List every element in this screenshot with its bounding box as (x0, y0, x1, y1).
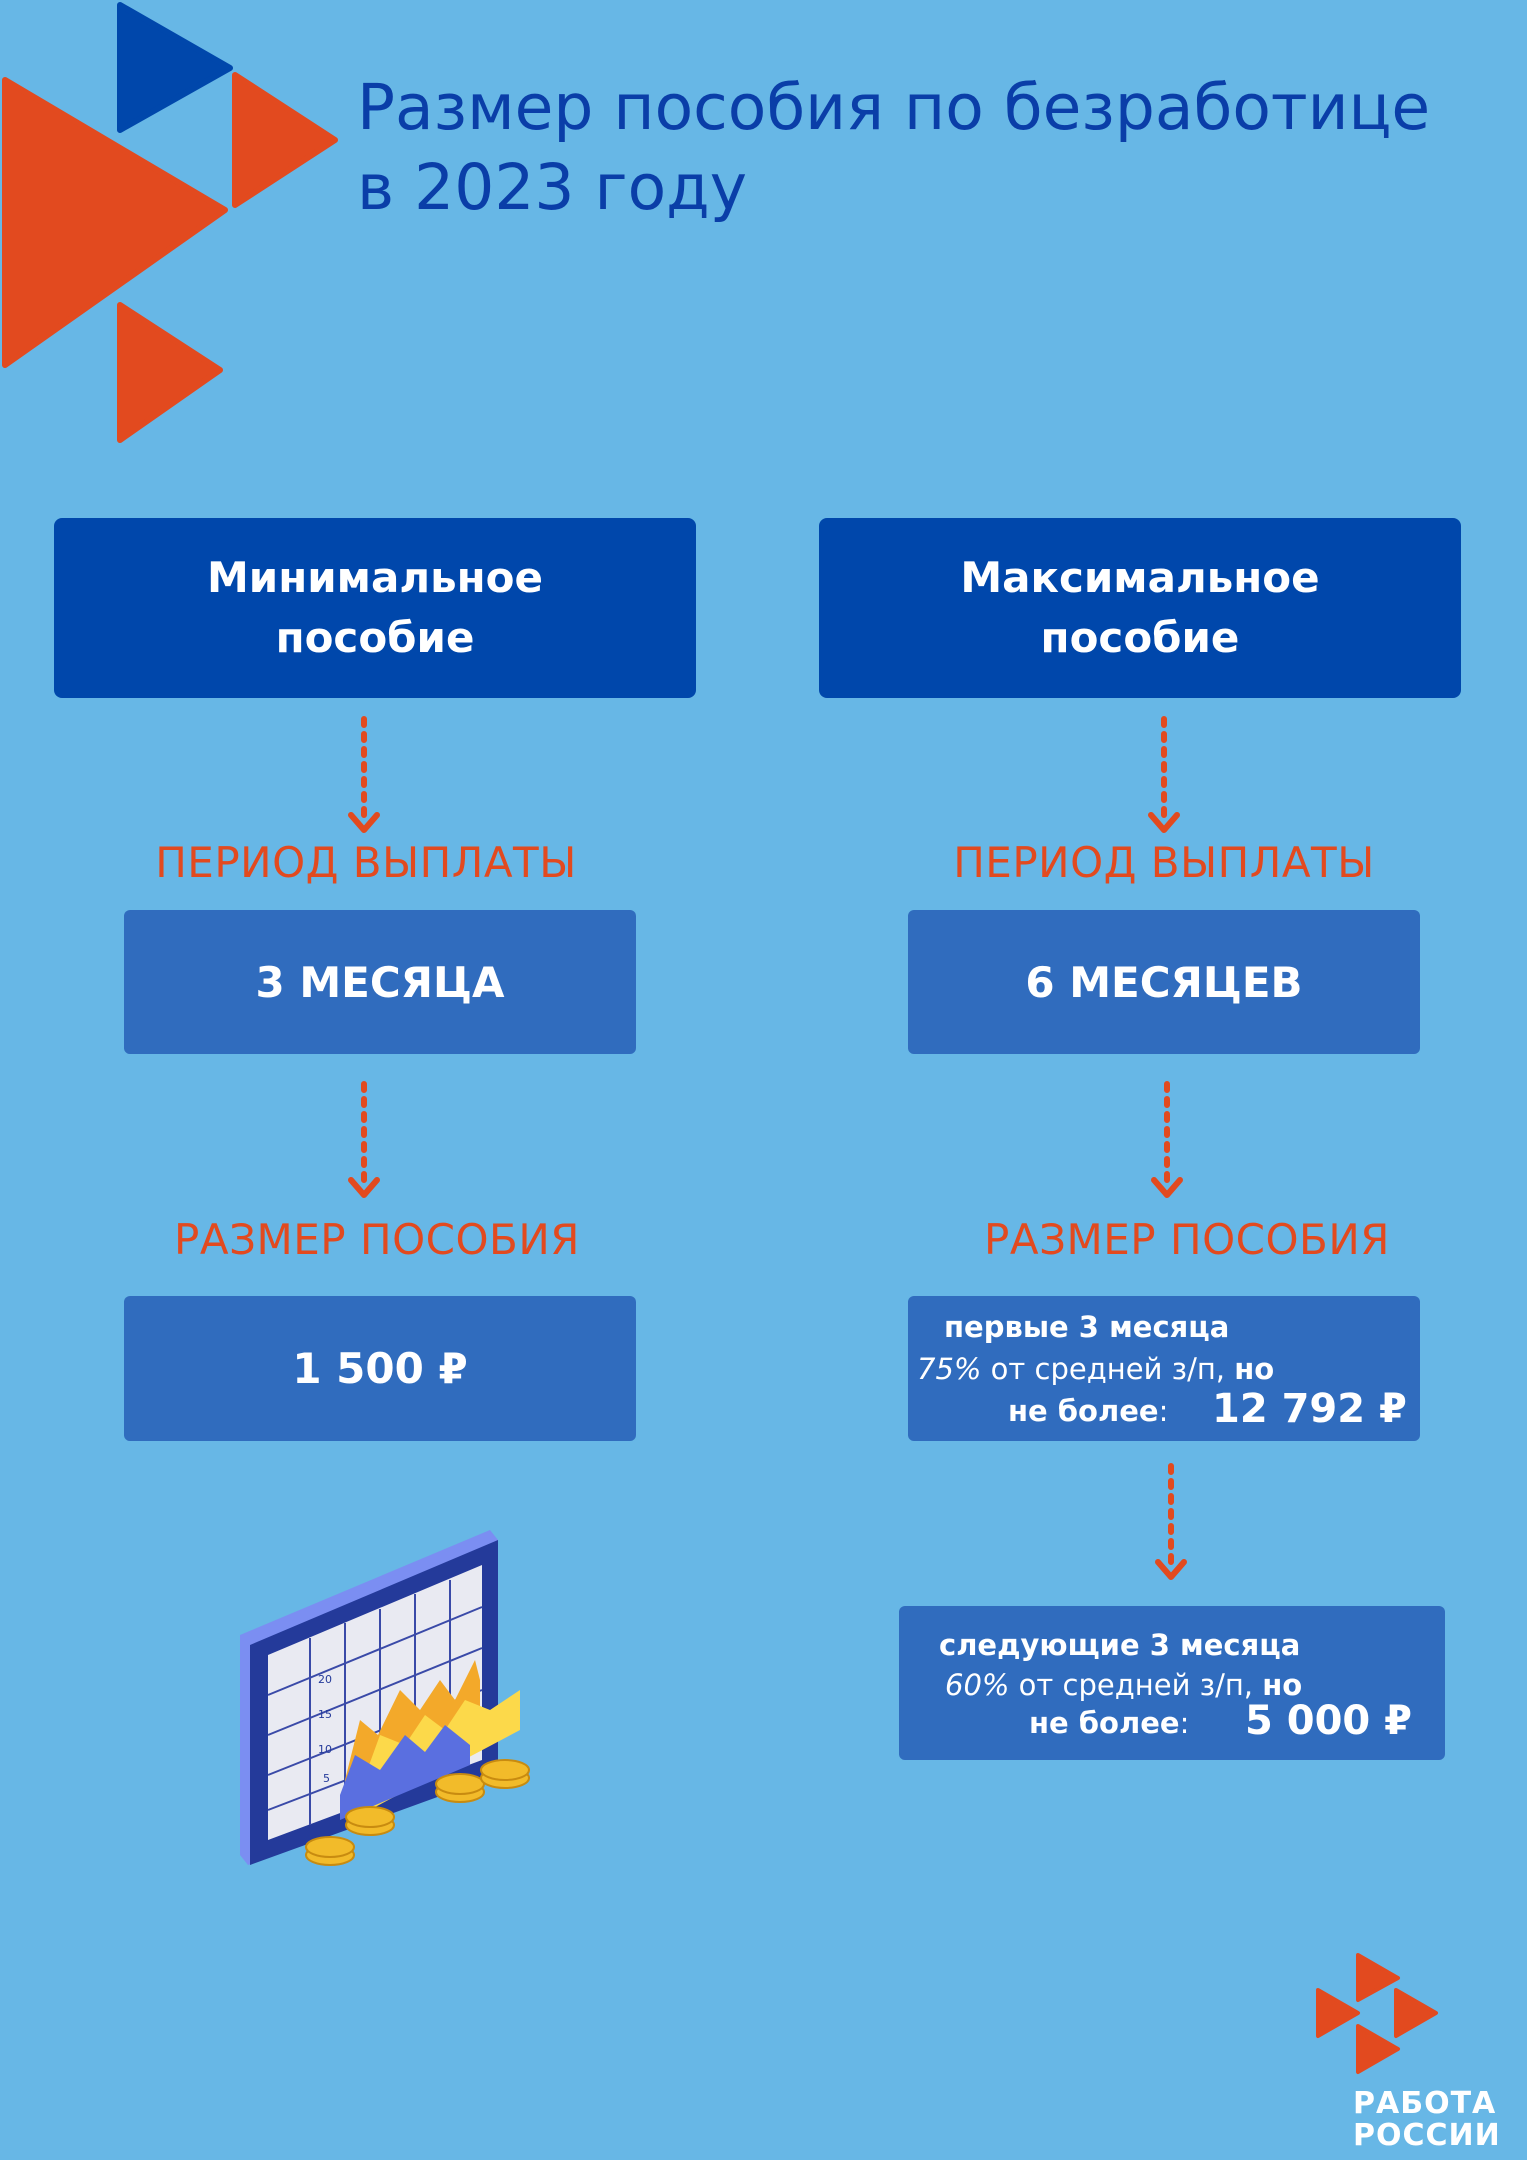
min-amount-value (124, 1296, 636, 1441)
dotted-arrow-down-icon (1145, 715, 1183, 840)
title-line-1: Размер пособия по безработице (357, 71, 1431, 144)
first-period-heading: первые 3 месяца (944, 1310, 1230, 1344)
min-period-value (124, 910, 636, 1054)
max-benefit-title-2: пособие (1040, 613, 1240, 662)
dotted-arrow-down-icon (345, 715, 383, 840)
first-period-but: но (1234, 1352, 1275, 1386)
logo-triangles-icon (0, 0, 345, 450)
dotted-arrow-down-icon (1148, 1080, 1186, 1205)
max-period-value (908, 910, 1420, 1054)
brand-line-2: РОССИИ (1353, 2118, 1501, 2153)
brand-logo-icon (1310, 1950, 1440, 2080)
brand-name (1353, 2088, 1501, 2152)
min-benefit-header (54, 518, 696, 698)
first-period-limit-label (1008, 1394, 1168, 1428)
axis-tick-5: 5 (323, 1772, 330, 1785)
min-period-text: 3 МЕСЯЦА (255, 957, 505, 1007)
min-amount-label: РАЗМЕР ПОСОБИЯ (174, 1215, 580, 1264)
max-first-period-card (908, 1296, 1420, 1441)
monitor-chart-coins-icon (230, 1520, 550, 1870)
dotted-arrow-down-icon (345, 1080, 383, 1205)
max-period-text: 6 МЕСЯЦЕВ (1025, 957, 1303, 1007)
first-period-rate (917, 1352, 1274, 1386)
page-title (357, 68, 1507, 228)
first-period-percent: 75% (917, 1352, 982, 1386)
max-amount-label: РАЗМЕР ПОСОБИЯ (984, 1215, 1390, 1264)
axis-tick-10: 10 (318, 1743, 332, 1756)
max-next-period-card (899, 1606, 1445, 1760)
next-period-percent: 60% (945, 1668, 1010, 1702)
max-benefit-title-1: Максимальное (960, 553, 1320, 602)
min-benefit-title-1: Минимальное (206, 553, 544, 602)
max-benefit-header (819, 518, 1461, 698)
next-period-text: от средней з/п, (1009, 1668, 1263, 1702)
next-period-limit-label (1029, 1706, 1189, 1740)
first-period-limit-value: 12 792 ₽ (1212, 1386, 1407, 1432)
first-limit-colon: : (1158, 1394, 1169, 1428)
min-period-label: ПЕРИОД ВЫПЛАТЫ (155, 838, 577, 887)
first-limit-text: не более (1008, 1394, 1159, 1428)
first-period-text: от средней з/п, (981, 1352, 1235, 1386)
next-period-but: но (1262, 1668, 1303, 1702)
next-period-heading: следующие 3 месяца (939, 1628, 1301, 1662)
axis-tick-20: 20 (318, 1673, 332, 1686)
next-limit-text: не более (1029, 1706, 1180, 1740)
max-period-label: ПЕРИОД ВЫПЛАТЫ (953, 838, 1375, 887)
brand-line-1: РАБОТА (1353, 2086, 1497, 2121)
min-benefit-title-2: пособие (275, 613, 475, 662)
title-line-2: в 2023 году (357, 151, 747, 224)
next-period-rate (945, 1668, 1302, 1702)
axis-tick-15: 15 (318, 1708, 332, 1721)
min-amount-text: 1 500 ₽ (292, 1344, 468, 1393)
next-period-limit-value: 5 000 ₽ (1245, 1698, 1413, 1744)
next-limit-colon: : (1179, 1706, 1190, 1740)
dotted-arrow-down-icon (1152, 1462, 1190, 1587)
